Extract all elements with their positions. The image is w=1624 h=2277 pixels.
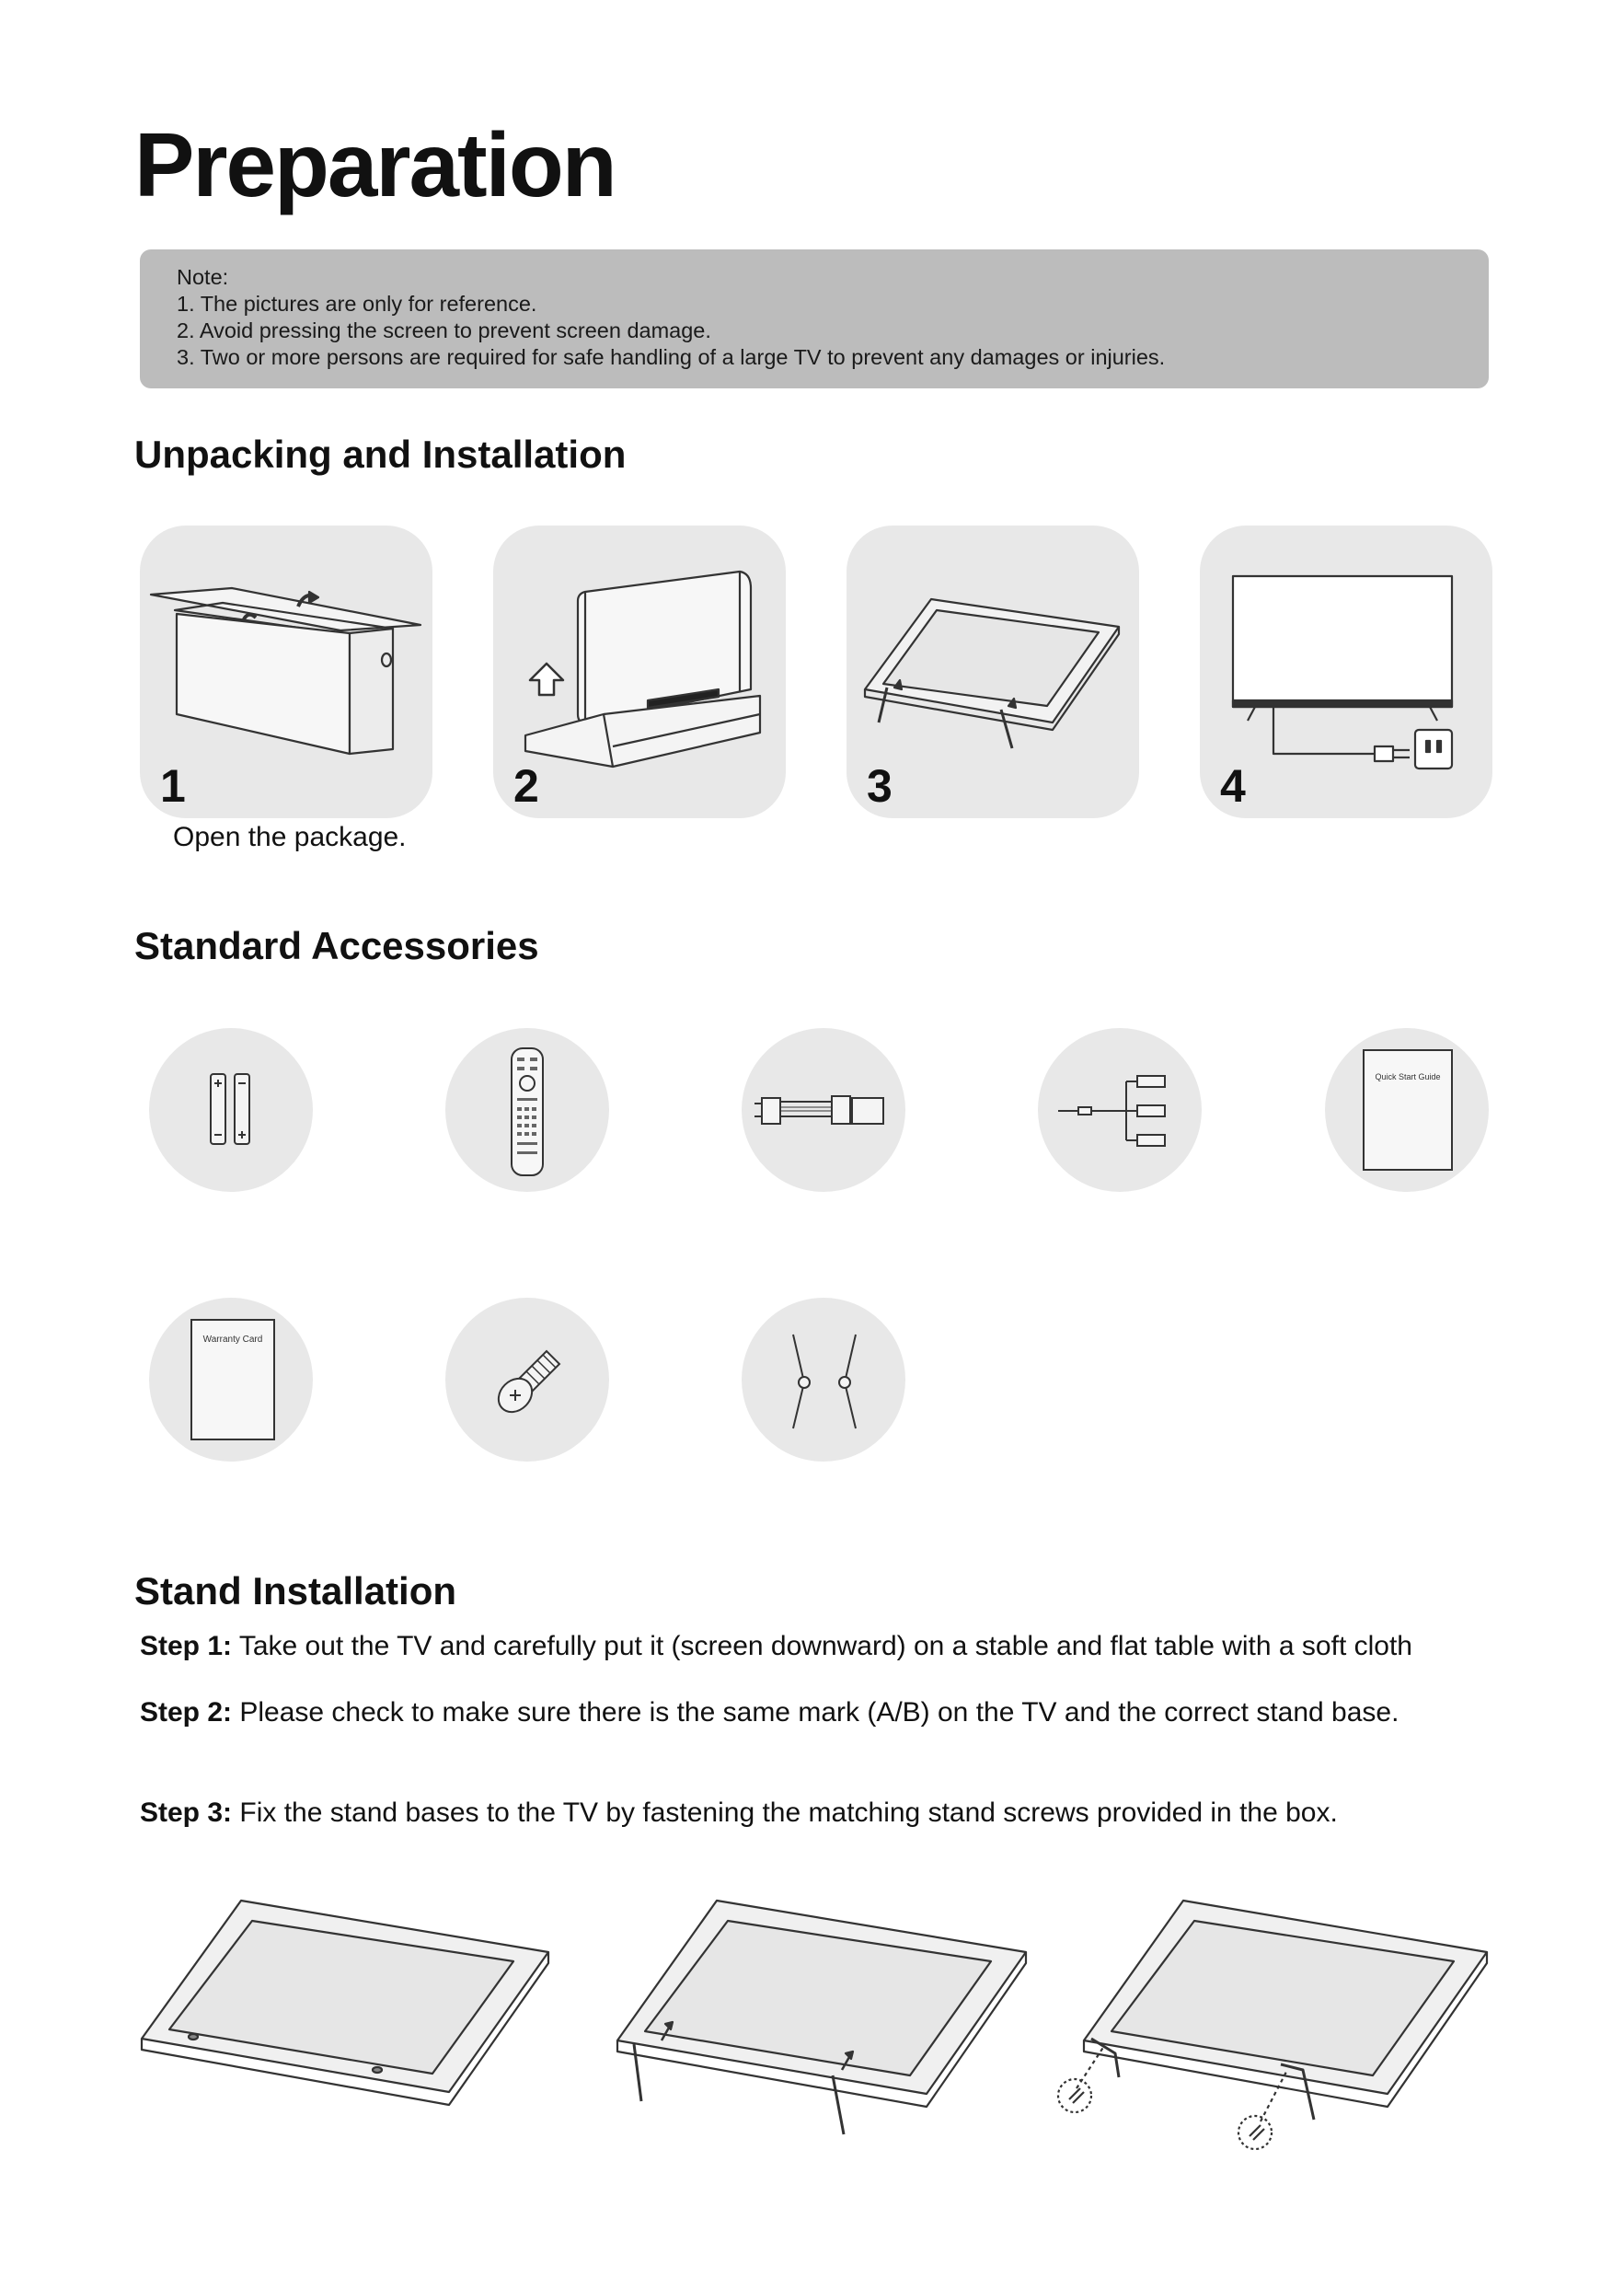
step-label: Step 1: bbox=[140, 1631, 233, 1661]
unpacking-step-1 bbox=[140, 526, 432, 818]
remote-control-icon bbox=[445, 1028, 609, 1192]
step-number: 4 bbox=[1220, 760, 1246, 812]
accessory-stand-legs bbox=[742, 1298, 905, 1462]
accessory-batteries bbox=[149, 1028, 313, 1192]
unpacking-step-2 bbox=[493, 526, 786, 818]
accessory-remote bbox=[445, 1028, 609, 1192]
note-item: 3. Two or more persons are required for safe handling of a large TV to prevent any damages or injuries. bbox=[177, 345, 1166, 369]
accessories-heading: Standard Accessories bbox=[134, 924, 539, 967]
accessory-power-cord bbox=[742, 1028, 905, 1192]
step-number: 3 bbox=[867, 760, 893, 812]
note-item: 1. The pictures are only for reference. bbox=[177, 292, 537, 316]
batteries-icon bbox=[149, 1028, 313, 1192]
stand-figure-1 bbox=[138, 1891, 552, 2121]
accessory-quick-start-guide bbox=[1325, 1028, 1489, 1192]
stand-step-1 bbox=[140, 1631, 1412, 1662]
warranty-card-label: Warranty Card bbox=[202, 1335, 263, 1345]
stand-heading: Stand Installation bbox=[134, 1569, 457, 1612]
tv-back-icon bbox=[138, 1891, 552, 2121]
unpacking-caption: Open the package. bbox=[173, 822, 407, 852]
stand-legs-icon bbox=[742, 1298, 905, 1462]
stand-step-2 bbox=[140, 1697, 1399, 1728]
quick-start-guide-label: Quick Start Guide bbox=[1375, 1072, 1441, 1081]
step-label: Step 2: bbox=[140, 1697, 233, 1728]
accessory-screw bbox=[445, 1298, 609, 1462]
av-cable-icon bbox=[1038, 1028, 1202, 1192]
step-text: Fix the stand bases to the TV by fastening the matching stand screws provided in the box. bbox=[232, 1797, 1338, 1828]
unpacking-step-3 bbox=[847, 526, 1139, 818]
tv-fasten-screws-icon bbox=[1049, 1891, 1491, 2158]
quick-start-guide-icon bbox=[1325, 1028, 1489, 1192]
note-box bbox=[140, 249, 1489, 388]
unpacking-step-4 bbox=[1200, 526, 1492, 818]
stand-figure-2 bbox=[612, 1891, 1035, 2158]
accessory-av-cable bbox=[1038, 1028, 1202, 1192]
step-text: Please check to make sure there is the same mark (A/B) on the TV and the correct stand base. bbox=[232, 1697, 1399, 1728]
stand-figure-3 bbox=[1049, 1891, 1491, 2158]
page-title: Preparation bbox=[134, 114, 616, 215]
accessory-warranty-card bbox=[149, 1298, 313, 1462]
warranty-card-icon bbox=[149, 1298, 313, 1462]
unpacking-heading: Unpacking and Installation bbox=[134, 433, 627, 476]
step-number: 1 bbox=[160, 760, 186, 812]
step-label: Step 3: bbox=[140, 1797, 233, 1828]
note-heading: Note: bbox=[177, 265, 229, 289]
step-number: 2 bbox=[513, 760, 539, 812]
step-text: Take out the TV and carefully put it (screen downward) on a stable and flat table with a soft cloth bbox=[232, 1631, 1412, 1661]
note-item: 2. Avoid pressing the screen to prevent screen damage. bbox=[177, 318, 711, 342]
tv-attach-stand-icon bbox=[612, 1891, 1035, 2158]
screw-icon bbox=[445, 1298, 609, 1462]
power-cord-icon bbox=[742, 1028, 905, 1192]
stand-step-3 bbox=[140, 1797, 1338, 1829]
